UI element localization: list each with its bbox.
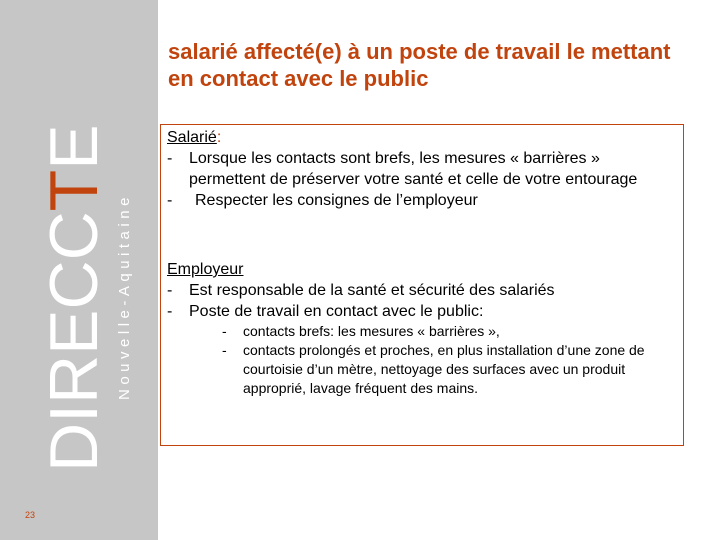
- salarie-colon: :: [216, 129, 222, 146]
- sub-list-item: [222, 341, 677, 398]
- list-item-text: Respecter les consignes de l’employeur: [195, 192, 478, 209]
- content-box: [160, 124, 684, 446]
- sidebar: [0, 0, 158, 540]
- logo-text-accent: T: [36, 169, 112, 212]
- list-item: [167, 301, 677, 322]
- region-label: Nouvelle-Aquitaine: [116, 193, 133, 400]
- bullet-dash: -: [167, 150, 173, 167]
- logo-text-suffix: E: [36, 124, 112, 170]
- sub-list-item: [222, 322, 677, 341]
- sub-list-item-text: contacts prolongés et proches, en plus installation d’une zone de courtoisie d’un mètre, nettoyage des surfaces avec un produit approprié, lavage fréquent des mains.: [243, 342, 645, 396]
- bullet-dash: -: [222, 342, 227, 358]
- slide-title: salarié affecté(e) à un poste de travail le mettant en contact avec le public: [168, 39, 671, 91]
- list-item-text: Est responsable de la santé et sécurité des salariés: [189, 282, 555, 299]
- logo-text-prefix: DIRECC: [36, 211, 112, 472]
- salarie-label: Salarié: [167, 129, 217, 146]
- direccte-logo: [36, 124, 112, 472]
- bullet-dash: -: [167, 192, 173, 209]
- employeur-label: Employeur: [167, 261, 244, 278]
- list-item: [167, 280, 677, 301]
- list-item: [167, 148, 677, 190]
- bullet-dash: -: [167, 282, 173, 299]
- list-item-text: Poste de travail en contact avec le public:: [189, 303, 484, 320]
- sub-list: [222, 322, 677, 398]
- bullet-dash: -: [222, 323, 227, 339]
- list-item: [167, 190, 677, 211]
- page-number: 23: [25, 510, 36, 520]
- sub-list-item-text: contacts brefs: les mesures « barrières »,: [243, 323, 500, 339]
- list-item-text: Lorsque les contacts sont brefs, les mesures « barrières » permettent de préserver votre santé et celle de votre entourage: [189, 150, 638, 188]
- bullet-dash: -: [167, 303, 173, 320]
- employeur-section: [167, 259, 677, 398]
- employeur-heading: [167, 259, 677, 280]
- salarie-heading: [167, 127, 677, 148]
- salarie-section: [167, 127, 677, 211]
